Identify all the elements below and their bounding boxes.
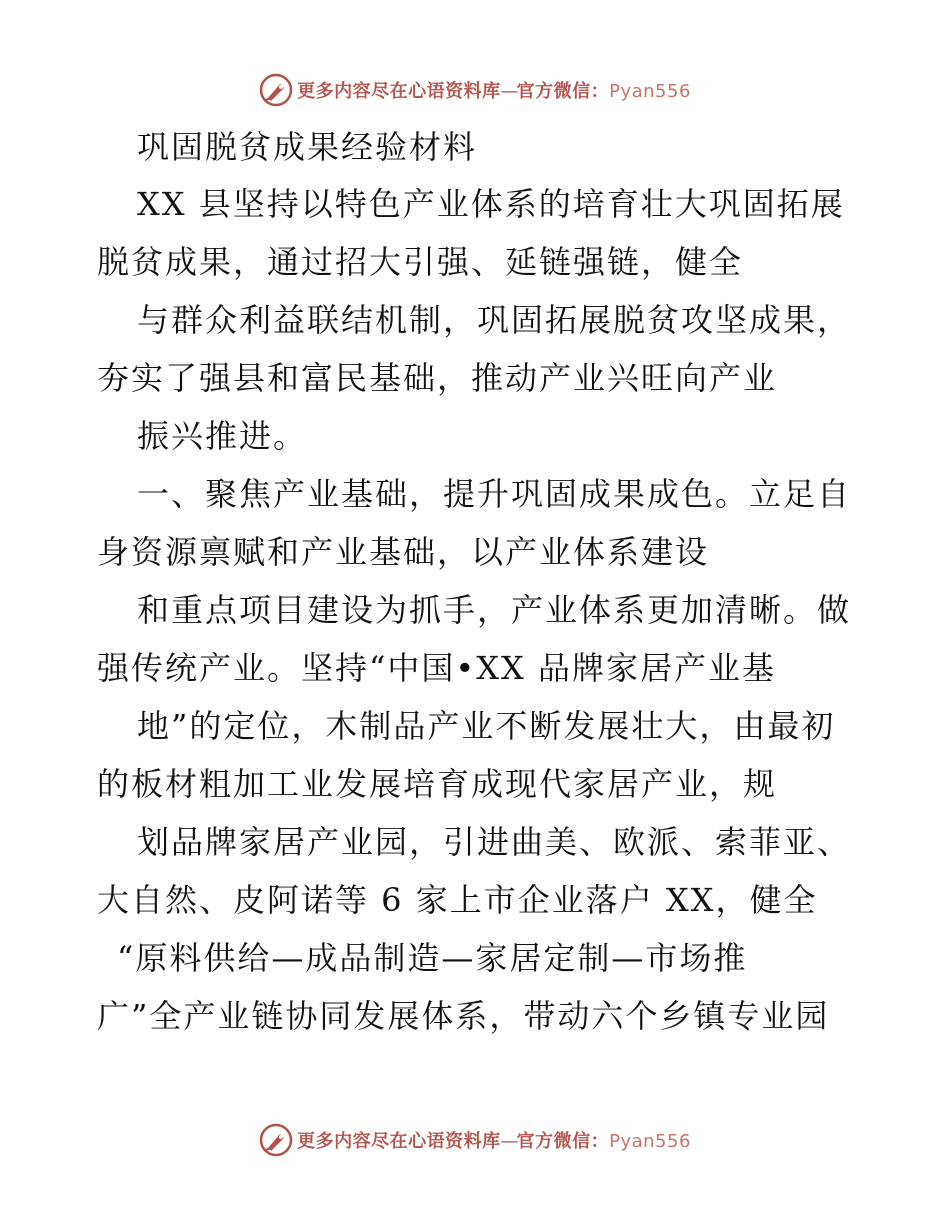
text-line: 划品牌家居产业园，引进曲美、欧派、索菲亚、 [137,823,852,861]
header-wechat-handle: Pyan556 [609,81,691,102]
text-line: 和重点项目建设为抓手，产业体系更加清晰。做 [137,591,852,629]
text-line: 的板材粗加工业发展培育成现代家居产业，规 [97,765,778,803]
header-official-label: 官方微信： [516,81,610,102]
footer-banner-title: 更多内容尽在心语资料库 [297,1131,501,1152]
text-line: 夯实了强县和富民基础，推动产业兴旺向产业 [97,359,778,397]
text-line: 身资源禀赋和产业基础，以产业体系建设 [97,533,710,571]
footer-banner-text [297,1127,691,1153]
text-line: 大自然、皮阿诺等 6 家上市企业落户 XX，健全 [97,881,818,919]
pen-nib-logo-icon [259,73,293,107]
text-line: 振兴推进。 [137,417,308,455]
section-heading-line: 一、聚焦产业基础，提升巩固成果成色。立足自 [137,475,852,513]
text-line: XX 县坚持以特色产业体系的培育壮大巩固拓展 [137,185,845,223]
header-banner-title: 更多内容尽在心语资料库 [297,81,501,102]
footer-wechat-handle: Pyan556 [609,1131,691,1152]
footer-watermark-banner [0,1120,950,1160]
footer-banner-separator: — [500,1131,517,1152]
header-banner-text [297,77,691,103]
footer-official-label: 官方微信： [516,1131,610,1152]
pen-nib-logo-icon [259,1123,293,1157]
text-line: 脱贫成果，通过招大引强、延链强链，健全 [97,243,744,281]
text-line: “原料供给—成品制造—家居定制—市场推 [117,939,748,977]
text-line: 地”的定位，木制品产业不断发展壮大，由最初 [137,707,836,745]
text-line: 与群众利益联结机制，巩固拓展脱贫攻坚成果， [137,301,852,339]
header-banner-separator: — [500,81,517,102]
document-title: 巩固脱贫成果经验材料 [137,128,478,166]
text-line: 强传统产业。坚持“中国•XX 品牌家居产业基 [97,649,776,687]
text-line: 广”全产业链协同发展体系，带动六个乡镇专业园 [97,997,830,1035]
header-watermark-banner [0,70,950,110]
